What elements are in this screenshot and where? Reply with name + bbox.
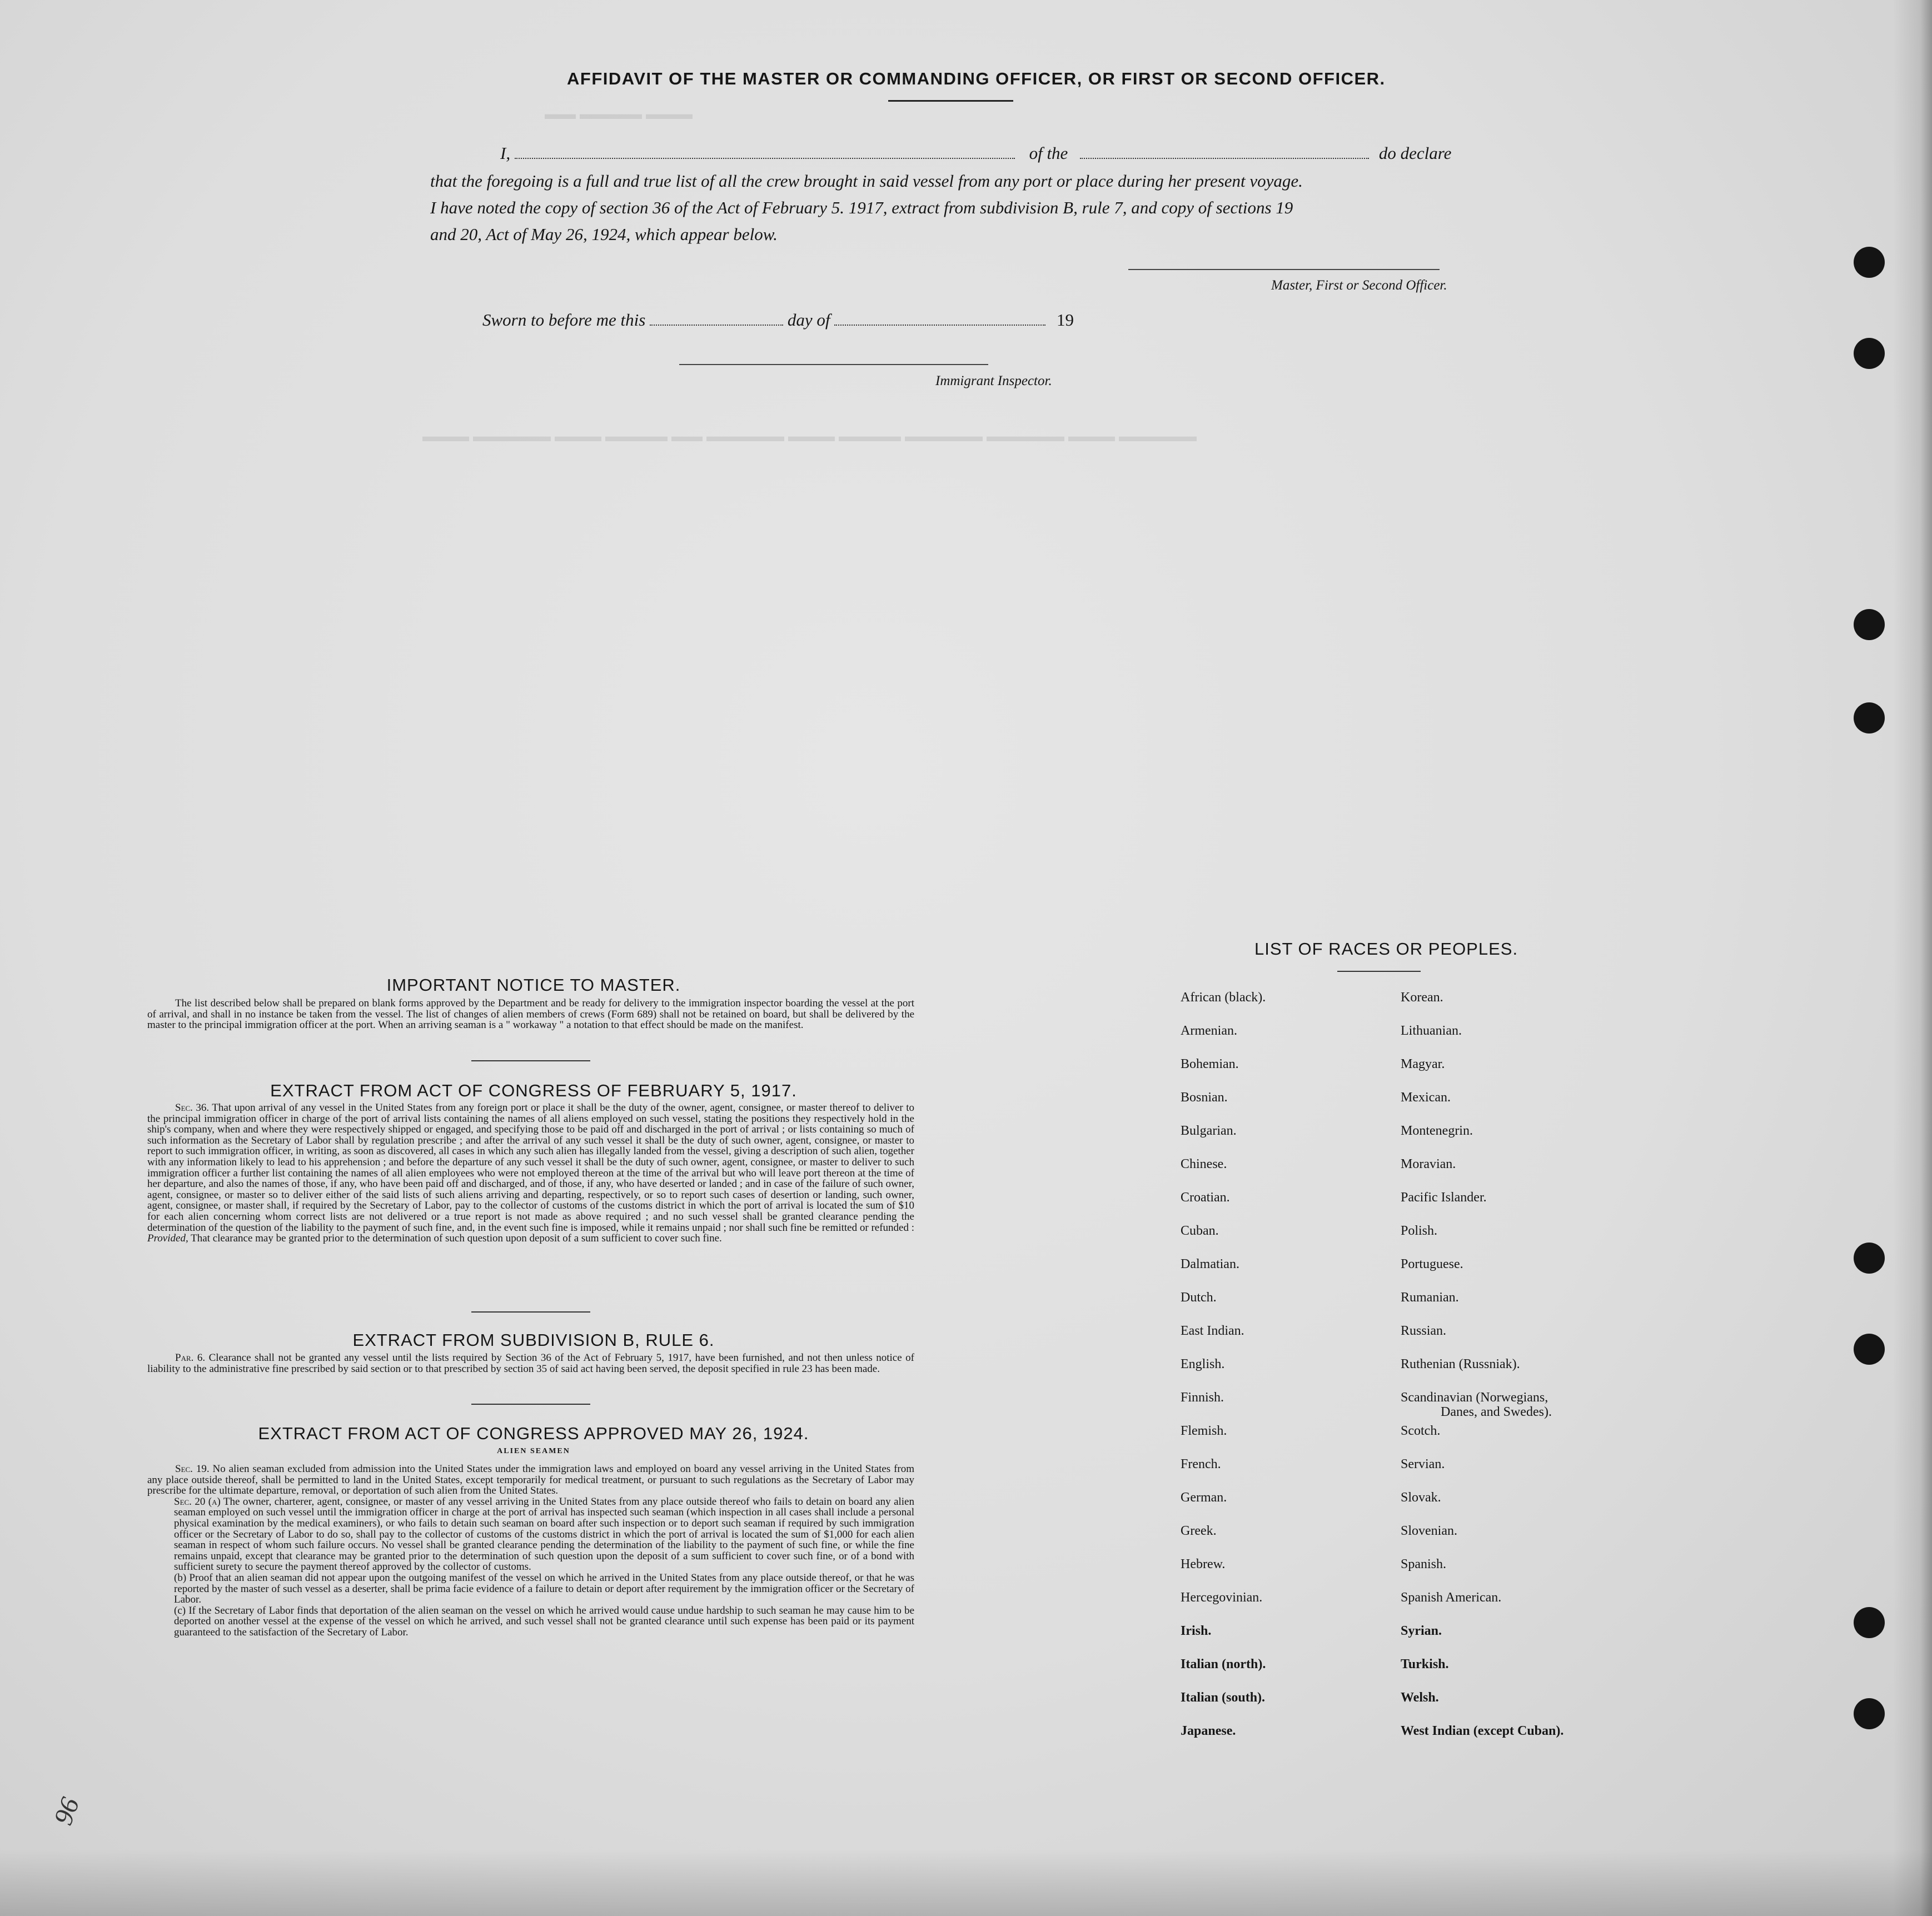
race-item-continuation: Danes, and Swedes).	[1441, 1405, 1552, 1419]
race-item: Rumanian.	[1401, 1290, 1459, 1305]
sec-20a-label: Sec. 20 (a)	[174, 1495, 221, 1508]
race-item: Dutch.	[1181, 1290, 1217, 1305]
race-item: Bulgarian.	[1181, 1124, 1237, 1138]
race-item: Portuguese.	[1401, 1257, 1463, 1271]
sworn-year: 19	[1056, 310, 1074, 330]
sec-20b-text: Proof that an alien seaman did not appear upon the outgoing manifest of the vessel on which he arrived in the United States from any place outside thereof, or that he was reported by the master of such vessel as a deserter, shall be prima facie evidence of a failure to detain or deport after requirement by the immigration officer or the Secretary of Labor.	[174, 1571, 915, 1606]
master-signature-line[interactable]	[1128, 269, 1440, 270]
proviso-text: That clearance may be granted prior to the determination of such question upon deposit of a sum sufficient to cover such fine.	[191, 1233, 722, 1245]
race-item: Montenegrin.	[1401, 1124, 1473, 1138]
notice-title: IMPORTANT NOTICE TO MASTER.	[386, 975, 681, 995]
race-item: English.	[1181, 1357, 1225, 1371]
race-item: Irish.	[1181, 1624, 1212, 1638]
punch-hole	[1854, 338, 1885, 369]
race-item: Italian (south).	[1181, 1690, 1266, 1705]
race-item: Dalmatian.	[1181, 1257, 1239, 1271]
rule6-title: EXTRACT FROM SUBDIVISION B, RULE 6.	[352, 1330, 715, 1350]
race-item: African (black).	[1181, 990, 1266, 1005]
race-item: Flemish.	[1181, 1424, 1227, 1438]
notice-text: The list described below shall be prepared on blank forms approved by the Department and be ready for delivery to the immigration inspector boarding the vessel at the port of arrival, and shall in no instance be taken from the vessel. The list of changes of alien members of crews (Form 689) shall not be retained on board, but shall be delivered by the master to the principal immigration officer at the port. When an arriving seaman is a " workaway " a notation to that effect should be made on the manifest.	[147, 997, 914, 1031]
race-item: Hebrew.	[1181, 1557, 1226, 1571]
affidavit-do-declare: do declare	[1378, 143, 1452, 163]
race-item: Korean.	[1401, 990, 1443, 1005]
extract-1917-body	[147, 1102, 914, 1244]
page-bottom-shade	[0, 1849, 1932, 1916]
race-item: Magyar.	[1401, 1057, 1445, 1071]
race-item: Ruthenian (Russniak).	[1401, 1357, 1520, 1371]
race-item: Russian.	[1401, 1324, 1447, 1338]
affidavit-line-2: that the foregoing is a full and true list of all the crew brought in said vessel from any port or place during her present voyage.	[430, 171, 1303, 191]
bleed-through: ▬▬ ▬▬▬▬ ▬▬▬	[545, 106, 693, 123]
race-item: Bosnian.	[1181, 1090, 1228, 1105]
race-item: Bohemian.	[1181, 1057, 1239, 1071]
race-item: French.	[1181, 1457, 1221, 1471]
race-item: Scotch.	[1401, 1424, 1441, 1438]
race-item: Italian (north).	[1181, 1657, 1266, 1671]
par-6-text: Clearance shall not be granted any vessel until the lists required by Section 36 of the Act of February 5, 1917, have been furnished, and not then unless notice of liability to the administrative fine prescribed by said section or to that prescribed by section 35 of said act having been served, the deposit specified in rule 23 has been made.	[147, 1352, 914, 1375]
sworn-line	[482, 310, 1074, 330]
sworn-month-blank[interactable]	[834, 310, 1045, 326]
affidavit-line-3: I have noted the copy of section 36 of the Act of February 5. 1917, extract from subdivision B, rule 7, and copy of sections 19	[430, 198, 1293, 217]
handwritten-page-number: 96	[48, 1793, 86, 1829]
punch-hole	[1854, 1607, 1885, 1638]
inspector-label: Immigrant Inspector.	[935, 373, 1052, 388]
race-item: Mexican.	[1401, 1090, 1451, 1105]
sec-20c-label: (c)	[174, 1604, 186, 1616]
race-item: East Indian.	[1181, 1324, 1244, 1338]
race-item: West Indian (except Cuban).	[1401, 1724, 1564, 1738]
affidavit-line-4: and 20, Act of May 26, 1924, which appear below.	[430, 224, 778, 244]
punch-hole	[1854, 1334, 1885, 1365]
race-item: Moravian.	[1401, 1157, 1456, 1171]
race-item: Polish.	[1401, 1224, 1438, 1238]
race-item: Turkish.	[1401, 1657, 1449, 1671]
master-signature-label: Master, First or Second Officer.	[1271, 278, 1447, 293]
page-edge-shadow	[1893, 0, 1932, 1916]
punch-hole	[1854, 247, 1885, 278]
proviso-label: Provided,	[147, 1233, 188, 1245]
race-item: Japanese.	[1181, 1724, 1236, 1738]
race-item: Servian.	[1401, 1457, 1445, 1471]
alien-seamen-subtitle: ALIEN SEAMEN	[497, 1447, 570, 1455]
race-item: Greek.	[1181, 1524, 1217, 1538]
race-item: Welsh.	[1401, 1690, 1439, 1705]
notice-body	[147, 998, 914, 1031]
punch-hole	[1854, 1698, 1885, 1729]
divider	[471, 1311, 590, 1313]
sec-20a-text: The owner, charterer, agent, consignee, or master of any vessel arriving in the United States from any place outside thereof who fails to detain on board any alien seaman employed on such vessel until the immigration officer in charge at the port of arrival has inspected such seaman (which inspection in all cases shall include a personal physical examination by the medical examiners), or who fails to detain such seaman on board after such inspection or to deport such seaman if required by such immigration officer or the Secretary of Labor to do so, shall pay to the collector of customs of the customs district in which the port of arrival is located the sum of $1,000 for each alien seaman in respect of whom such failure occurs. No vessel shall be granted clearance pending the determination of the liability to the payment of such fine, or while the fine remains unpaid, except that clearance may be granted prior to the determination of such question upon the deposit of a sum sufficient to cover such fine, or of a bond with sufficient surety to secure the payment thereof approved by the collector of customs.	[174, 1495, 914, 1573]
affidavit-declaration-line	[500, 143, 1451, 163]
sec-20b-label: (b)	[174, 1571, 187, 1584]
vessel-blank[interactable]	[1080, 143, 1369, 159]
sworn-day-blank[interactable]	[650, 310, 783, 326]
punch-hole	[1854, 609, 1885, 640]
race-item: Spanish American.	[1401, 1590, 1502, 1605]
sec-36-text: That upon arrival of any vessel in the United States from any foreign port or place it shall be the duty of the owner, agent, consignee, or master thereof to deliver to the principal immigration officer in charge of the port of arrival lists containing the names of all aliens employed on such vessel, stating the positions they respectively hold in the ship's company, when and where they were respectively shipped or engaged, and specifying those to be paid off and discharged in the port of arrival ; or lists containing so much of such information as the Secretary of Labor shall by regulation prescribe ; and after the arrival of any such vessel it shall be the duty of such owner, agent, consignee, or master to report to such immigration officer, in writing, as soon as discovered, all cases in which any such alien has illegally landed from the vessel, giving a description of such alien, together with any information likely to lead to his apprehension ; and before the departure of any such vessel it shall be the duty of such owner, agent, consignee, or master to deliver to such immigration officer a further list containing the names of all alien employees who were not employed thereon at the time of the arrival but who will leave port thereon at the time of her departure, and also the names of those, if any, who have been paid off and discharged, and of those, if any, who have deserted or landed ; and in case of the failure of such owner, agent, consignee, or master so to deliver either of the said lists of such aliens arriving and departing, respectively, or so to report such cases of desertion or landing, such owner, agent, consignee, or master shall, if required by the Secretary of Labor, pay to the collector of customs of the customs district in which the port of arrival is located the sum of $10 for each alien concerning whom correct lists are not delivered or a true report is not made as above required ; and no such vessel shall be granted clearance pending the determination of the question of the liability to the payment of such fine, and, in the event such fine is imposed, while it remains unpaid ; nor shall such fine be remitted or refunded :	[147, 1102, 914, 1234]
races-title-underline	[1337, 971, 1421, 972]
sworn-day-of: day of	[787, 310, 830, 330]
race-item: Croatian.	[1181, 1190, 1230, 1205]
race-item: Syrian.	[1401, 1624, 1442, 1638]
sec-19-text: No alien seaman excluded from admission into the United States under the immigration laws and employed on board any vessel arriving in the United States from any place outside thereof, shall be permitted to land in the United States, except temporarily for medical treatment, or pursuant to such regulations as the Secretary of Labor may prescribe for the ultimate departure, removal, or deportation of such alien from the United States.	[147, 1463, 915, 1497]
race-item: Chinese.	[1181, 1157, 1227, 1171]
extract-1924-body	[147, 1464, 914, 1638]
race-item: Spanish.	[1401, 1557, 1447, 1571]
divider	[471, 1060, 590, 1061]
race-item: Lithuanian.	[1401, 1024, 1462, 1038]
race-item: Slovak.	[1401, 1490, 1441, 1505]
sec-36-label: Sec. 36.	[175, 1102, 210, 1114]
races-title: LIST OF RACES OR PEOPLES.	[1254, 939, 1518, 959]
punch-hole	[1854, 1243, 1885, 1274]
punch-hole	[1854, 702, 1885, 734]
extract-1917-title: EXTRACT FROM ACT OF CONGRESS OF FEBRUARY 5, 1917.	[270, 1081, 797, 1100]
affidavit-title: AFFIDAVIT OF THE MASTER OR COMMANDING OFFICER, OR FIRST OR SECOND OFFICER.	[567, 69, 1386, 88]
sec-19-label: Sec. 19.	[175, 1463, 210, 1475]
affidavit-i: I,	[500, 143, 511, 163]
race-item: Hercegovinian.	[1181, 1590, 1263, 1605]
sec-20c-text: If the Secretary of Labor finds that deportation of the alien seaman on the vessel on which he arrived would cause undue hardship to such seaman he may cause him to be deported on another vessel at the expense of the vessel on which he arrived, and such vessel shall not be granted clearance until such expense has been paid or its payment guaranteed to the satisfaction of the Secretary of Labor.	[174, 1604, 915, 1638]
race-item: Slovenian.	[1401, 1524, 1457, 1538]
race-item: German.	[1181, 1490, 1227, 1505]
race-item: Finnish.	[1181, 1390, 1224, 1405]
par-6-label: Par. 6.	[175, 1352, 206, 1364]
rule6-body	[147, 1353, 914, 1374]
race-item: Armenian.	[1181, 1024, 1237, 1038]
extract-1924-title: EXTRACT FROM ACT OF CONGRESS APPROVED MAY 26, 1924.	[258, 1424, 809, 1443]
race-item: Scandinavian (Norwegians,	[1401, 1390, 1548, 1405]
race-item: Cuban.	[1181, 1224, 1219, 1238]
divider	[471, 1404, 590, 1405]
sworn-prefix: Sworn to before me this	[482, 310, 646, 330]
bleed-through: ▬▬▬ ▬▬▬▬▬ ▬▬▬ ▬▬▬▬ ▬▬ ▬▬▬▬▬ ▬▬▬ ▬▬▬▬ ▬▬▬▬▬ ▬▬▬▬▬ ▬▬▬ ▬▬▬▬▬	[422, 428, 1197, 445]
name-blank[interactable]	[515, 143, 1015, 159]
inspector-signature-line[interactable]	[679, 364, 988, 365]
title-underline	[888, 100, 1013, 102]
affidavit-of-the: of the	[1029, 143, 1068, 163]
race-item: Pacific Islander.	[1401, 1190, 1487, 1205]
